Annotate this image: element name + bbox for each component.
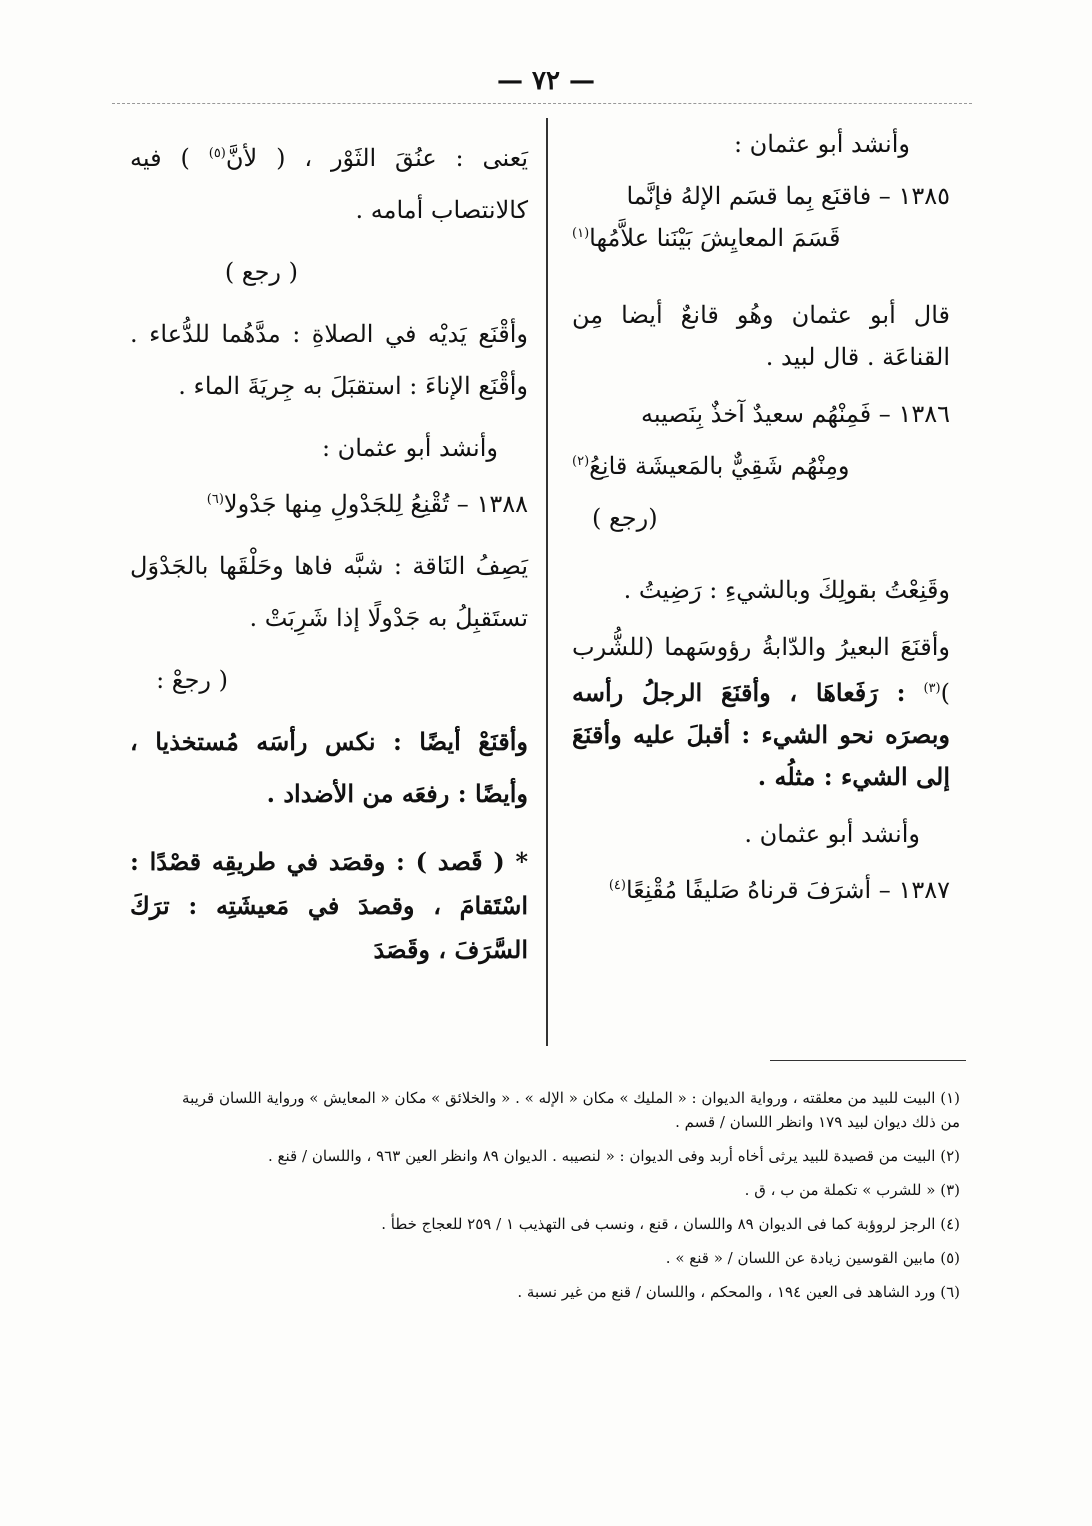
footnote-ref: (٦): [206, 492, 224, 507]
footnote-ref: (٤): [608, 878, 626, 893]
footnote: (٣) « للشرب » تكملة من ب ، ق .: [744, 1181, 960, 1199]
verse-text: قَسَمَ المعايِشَ بَيْنَنا علاَّمُها: [589, 224, 841, 252]
commentary: قال أبو عثمان وهُو قانعٌ أيضا مِن القناعَة . قال لبيد .: [572, 301, 950, 371]
commentary-text: : رَفَعاهَا ، وأقنَعَ الرجلُ رأسه وبصرَه نحو الشيء : أقبلَ عليه وأقنَعَ إلى الشيء : مثلُه .: [572, 678, 950, 791]
intro-line: وأنشد أبو عثمان :: [733, 130, 910, 158]
verse-text: ومِنْهُم شَقِيٌّ بالمَعيشَة قانِعُ: [589, 452, 850, 480]
commentary: يَصِفُ النَاقة : شبَّه فاها وحَلْقَها بالجَدْوَل تستَقبِلُ به جَدْولًا إذا شَرِبَتْ .: [130, 552, 528, 632]
page-number: — ٧٢ —: [496, 66, 596, 96]
verse-text: ١٣٨٧ – أشرَفَ قرناهُ صَليفًا مُقْنِعًا: [625, 876, 950, 904]
verse-1386-first: ١٣٨٦ – فَمِنْهُم سعيدٌ آخذٌ بِنَصيبه: [640, 400, 950, 428]
verse-1385-second: [572, 218, 950, 254]
footnote-ref: (٣): [923, 681, 941, 696]
footnote: (٥) مابين القوسين زيادة عن اللسان / « قنع » .: [665, 1249, 960, 1267]
return-marker: ( رجعْ :: [156, 666, 228, 694]
commentary: [572, 626, 950, 798]
commentary: وقَنِعْتُ بقولِكَ وبالشيءِ : رَضِيتُ .: [623, 576, 950, 604]
intro-line: وأنشد أبو عثمان :: [321, 434, 498, 462]
verse-1386-second: [572, 446, 950, 482]
header-rule: [112, 103, 972, 104]
commentary: [130, 128, 528, 236]
return-marker: ( رجع ): [224, 258, 298, 286]
column-divider: [546, 118, 548, 1046]
verse-text: ١٣٨٨ – تُقْنِعُ لِلجَدْولِ مِنها جَدْولا: [223, 490, 528, 518]
commentary: وأقْنَع يَديْه في الصلاةِ : مدَّهُما للدُّعاء . وأقْنَع الإناءَ : استقبَلَ به جِريَةَ الماء .: [130, 320, 528, 400]
right-column: [572, 128, 950, 906]
footnote: (٦) ورد الشاهد فى العين ١٩٤ ، والمحكم ، واللسان / قنع من غير نسبة .: [517, 1283, 960, 1301]
footnote-ref: (٥): [208, 146, 226, 161]
verse-1385-first: ١٣٨٥ – فاقنَع بِما قسَم الإلهُ فإنَّما: [626, 182, 950, 210]
footnote-rule: [770, 1060, 966, 1061]
footnote: (١) البيت للبيد من معلقته ، ورواية الديوان : « المليك » مكان « الإله » . « والخلائق » مكان « المعايش » ورواية اللسان قريبة من ذلك ديوان لبيد ١٧٩ وانظر اللسان / قسم .: [182, 1089, 960, 1131]
footnote: (٢) البيت من قصيدة للبيد يرثى أخاه أربد وفى الديوان : « لنصيبه . الديوان ٨٩ وانظر العين ٩٦٣ ، واللسان / قنع .: [268, 1147, 960, 1165]
verse-1387: [572, 870, 950, 906]
left-column: [130, 128, 528, 972]
footnotes: [160, 1086, 960, 1314]
entry-qasd: * ( قَصد ) : وقصَد في طريقِه قصْدًا : اسْتَقامَ ، وقصدَ في مَعيشَتِه : ترَكَ السَّرَفَ ، وقَصَدَ: [130, 847, 528, 964]
footnote: (٤) الرجز لروؤبة كما فى الديوان ٨٩ واللسان ، قنع ، ونسب فى التهذيب ١ / ٢٥٩ للعجاج خطأ .: [381, 1215, 960, 1233]
footnote-ref: (١): [572, 226, 590, 241]
commentary-text: وأقنَعَ البعيرُ والدّابةُ رؤوسَهما (للشُّرب ): [572, 633, 950, 707]
verse-1388: [130, 484, 528, 520]
return-marker: (رجع ): [592, 504, 658, 532]
commentary-text: يَعنى : عنُقَ الثَوْر ، ( لأنَّ: [225, 144, 528, 172]
commentary-text: ) فيه كالانتصاب أمامه .: [130, 144, 528, 224]
intro-line: وأنشد أبو عثمان .: [744, 820, 920, 848]
footnote-ref: (٢): [572, 454, 590, 469]
commentary: وأقنَعْ أيضًا : نكس رأسَه مُستخذيا ، وأيضًا : رفعَه من الأضداد .: [130, 727, 528, 808]
